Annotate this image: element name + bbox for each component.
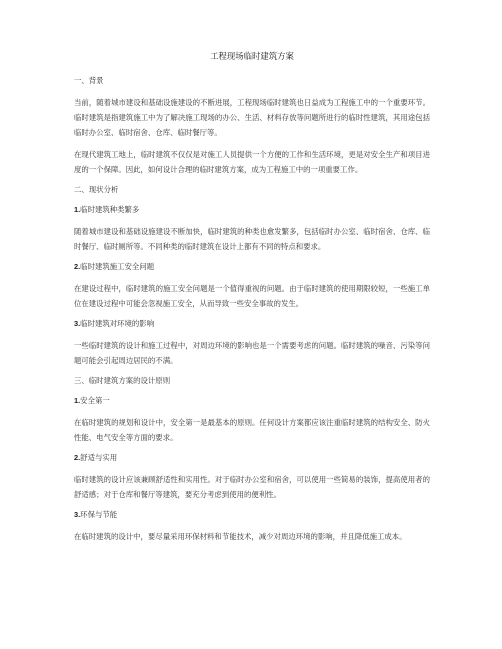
background-paragraph-2: 在现代建筑工地上，临时建筑不仅仅是对施工人员提供一个方便的工作和生活环境，更是对安全生产和项目进度的一个保障。因此，如何设计合理的临时建筑方案，成为工程施工中的一项重要工作。: [74, 150, 430, 174]
subsection-title: 舒适与实用: [80, 453, 118, 462]
subsection-paragraph: 一些临时建筑的设计和施工过程中，对周边环境的影响也是一个需要考虑的问题。临时建筑的噪音、污染等问题可能会引起周边居民的不满。: [74, 341, 430, 365]
document-title: 工程现场临时建筑方案: [210, 51, 294, 61]
subsection-paragraph: 在建设过程中，临时建筑的施工安全问题是一个值得重视的问题。由于临时建筑的使用期限较短，一些施工单位在建设过程中可能会忽视施工安全，从而导致一些安全事故的发生。: [74, 284, 430, 308]
subsection-heading: [74, 261, 430, 273]
subsection-number: 2.: [74, 262, 81, 271]
subsection-heading: [74, 509, 430, 521]
document-page: [74, 50, 430, 551]
subsection-title: 临时建筑对环境的影响: [80, 319, 155, 328]
subsection-paragraph: 在临时建筑的设计中，要尽量采用环保材料和节能技术，减少对周边环境的影响，并且降低施工成本。: [74, 532, 407, 541]
subsection-number: 1.: [74, 205, 81, 214]
subsection-title: 临时建筑种类繁多: [80, 205, 140, 214]
subsection-paragraph: 在临时建筑的规划和设计中，安全第一是最基本的原则。任何设计方案都应该注重临时建筑的结构安全、防火性能、电气安全等方面的要求。: [74, 418, 430, 442]
subsection-number: 2.: [74, 453, 81, 462]
subsection-number: 1.: [74, 396, 81, 405]
section-heading-design-principles: 三、临时建筑方案的设计原则: [74, 376, 171, 385]
section-heading-status-analysis: 二、现状分析: [74, 185, 119, 194]
subsection-paragraph: 临时建筑的设计应该兼顾舒适性和实用性。对于临时办公室和宿舍，可以使用一些简易的装饰，提高使用者的舒适感；对于仓库和餐厅等建筑，要充分考虑到使用的便利性。: [74, 475, 430, 499]
subsection-number: 3.: [74, 319, 81, 328]
subsection-heading: [74, 452, 430, 464]
subsection-paragraph: 随着城市建设和基础设施建设不断加快，临时建筑的种类也愈发繁多，包括临时办公室、临时宿舍、仓库、临时餐厅、临时厕所等。不同种类的临时建筑在设计上都有不同的特点和要求。: [74, 227, 430, 251]
subsection-heading: [74, 204, 430, 216]
subsection-title: 临时建筑施工安全问题: [80, 262, 155, 271]
subsection-heading: [74, 395, 430, 407]
background-paragraph-1: 当前，随着城市建设和基础设施建设的不断进展，工程现场临时建筑也日益成为工程施工中的一个重要环节。临时建筑是指建筑施工中为了解决施工现场的办公、生活、材料存放等问题所进行的临时性建筑，其用途包括临时办公室、临时宿舍、仓库、临时餐厅等。: [74, 98, 430, 137]
subsection-number: 3.: [74, 510, 81, 519]
subsection-title: 环保与节能: [80, 510, 118, 519]
subsection-heading: [74, 318, 430, 330]
subsection-title: 安全第一: [80, 396, 110, 405]
section-heading-background: 一、背景: [74, 76, 104, 85]
